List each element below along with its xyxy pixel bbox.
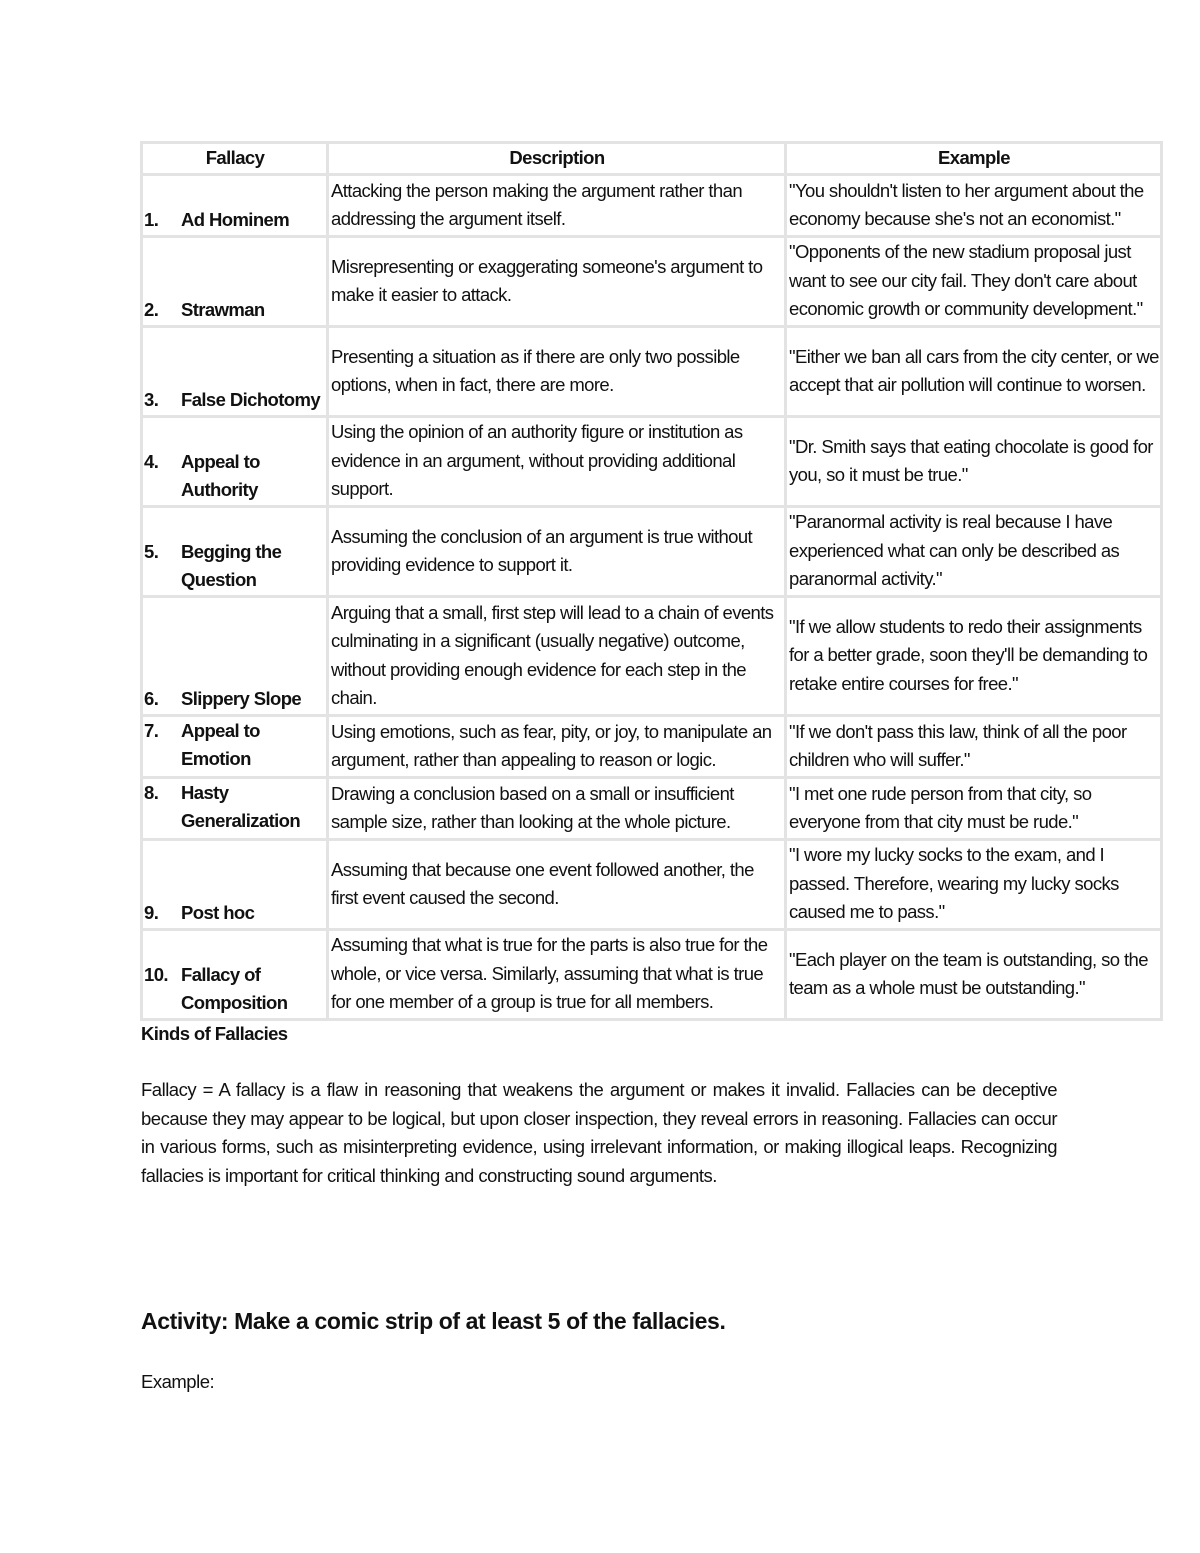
table-row: [142, 929, 1162, 1019]
fallacy-number: 7.: [144, 719, 159, 741]
fallacy-example: "Opponents of the new stadium proposal just want to see our city fail. They don't care about economic growth or community development.": [786, 236, 1162, 326]
fallacy-number: 10.: [144, 963, 168, 985]
table-row: [142, 839, 1162, 929]
header-description: Description: [328, 143, 786, 175]
fallacy-name: Strawman: [181, 299, 265, 320]
fallacy-name: False Dichotomy: [181, 389, 321, 410]
fallacy-description: Using emotions, such as fear, pity, or joy, to manipulate an argument, rather than appealing to reason or logic.: [328, 715, 786, 777]
fallacy-description: Assuming the conclusion of an argument is true without providing evidence to support it.: [328, 506, 786, 596]
fallacies-table: [140, 141, 1163, 1021]
fallacy-number: 4.: [144, 450, 159, 472]
fallacy-name-cell: [142, 596, 328, 715]
activity-heading: Activity: Make a comic strip of at least 5 of the fallacies.: [141, 1308, 726, 1334]
fallacy-name: Post hoc: [181, 902, 255, 923]
fallacy-number: 2.: [144, 299, 159, 320]
fallacy-example: "I wore my lucky socks to the exam, and I passed. Therefore, wearing my lucky socks caused me to pass.": [786, 839, 1162, 929]
fallacy-number: 5.: [144, 540, 159, 562]
fallacy-example: "Dr. Smith says that eating chocolate is good for you, so it must be true.": [786, 416, 1162, 506]
fallacy-example: "Paranormal activity is real because I have experienced what can only be described as paranormal activity.": [786, 506, 1162, 596]
fallacy-name: Hasty Generalization: [181, 781, 301, 831]
fallacy-description: Assuming that what is true for the parts is also true for the whole, or vice versa. Similarly, assuming that what is true for one member of a group is true for all members.: [328, 929, 786, 1019]
header-example: Example: [786, 143, 1162, 175]
fallacy-example: "If we allow students to redo their assignments for a better grade, soon they'll be demanding to retake entire courses for free.": [786, 596, 1162, 715]
fallacy-number: 8.: [144, 781, 159, 803]
fallacy-description: Presenting a situation as if there are only two possible options, when in fact, there are more.: [328, 326, 786, 416]
table-row: [142, 715, 1162, 777]
fallacy-name-cell: [142, 174, 328, 236]
table-row: [142, 236, 1162, 326]
fallacy-name-cell: [142, 777, 328, 839]
fallacy-name-cell: [142, 236, 328, 326]
fallacy-number: 9.: [144, 902, 159, 923]
fallacy-example: "I met one rude person from that city, so everyone from that city must be rude.": [786, 777, 1162, 839]
table-row: [142, 326, 1162, 416]
fallacy-description: Arguing that a small, first step will lead to a chain of events culminating in a significant (usually negative) outcome, without providing enough evidence for each step in the chain.: [328, 596, 786, 715]
fallacy-description: Attacking the person making the argument rather than addressing the argument itself.: [328, 174, 786, 236]
fallacy-example: "If we don't pass this law, think of all the poor children who will suffer.": [786, 715, 1162, 777]
fallacy-example: "Either we ban all cars from the city center, or we accept that air pollution will continue to worsen.: [786, 326, 1162, 416]
fallacy-number: 1.: [144, 209, 159, 230]
fallacy-name: Begging the Question: [181, 540, 282, 590]
kinds-heading: Kinds of Fallacies: [141, 1023, 288, 1044]
table-row: [142, 506, 1162, 596]
fallacy-number: 6.: [144, 688, 159, 709]
fallacy-example: "Each player on the team is outstanding, so the team as a whole must be outstanding.": [786, 929, 1162, 1019]
header-fallacy: Fallacy: [142, 143, 328, 175]
fallacy-name: Slippery Slope: [181, 688, 302, 709]
fallacy-number: 3.: [144, 389, 159, 410]
fallacy-name-cell: [142, 715, 328, 777]
table-row: [142, 777, 1162, 839]
fallacy-name: Appeal to Emotion: [181, 719, 260, 769]
fallacy-definition: Fallacy = A fallacy is a flaw in reasoning that weakens the argument or makes it invalid. Fallacies can be deceptive because they may appear to be logical, but upon closer inspection, they reveal errors in reasoning. Fallacies can occur in various forms, such as misinterpreting evidence, using irrelevant information, or making illogical leaps. Recognizing fallacies is important for critical thinking and constructing sound arguments.: [141, 1079, 1057, 1187]
fallacy-description: Misrepresenting or exaggerating someone's argument to make it easier to attack.: [328, 236, 786, 326]
table-header-row: [142, 143, 1162, 175]
fallacy-name: Fallacy of Composition: [181, 963, 288, 1013]
fallacy-name-cell: [142, 326, 328, 416]
example-label: Example:: [141, 1371, 215, 1392]
fallacy-description: Drawing a conclusion based on a small or insufficient sample size, rather than looking at the whole picture.: [328, 777, 786, 839]
fallacy-description: Assuming that because one event followed another, the first event caused the second.: [328, 839, 786, 929]
fallacy-name: Appeal to Authority: [181, 450, 260, 500]
fallacy-name: Ad Hominem: [181, 209, 290, 230]
table-row: [142, 416, 1162, 506]
fallacy-name-cell: [142, 929, 328, 1019]
table-row: [142, 596, 1162, 715]
fallacy-name-cell: [142, 839, 328, 929]
fallacy-name-cell: [142, 416, 328, 506]
fallacy-example: "You shouldn't listen to her argument about the economy because she's not an economist.": [786, 174, 1162, 236]
table-row: [142, 174, 1162, 236]
fallacy-description: Using the opinion of an authority figure or institution as evidence in an argument, without providing additional support.: [328, 416, 786, 506]
fallacy-name-cell: [142, 506, 328, 596]
